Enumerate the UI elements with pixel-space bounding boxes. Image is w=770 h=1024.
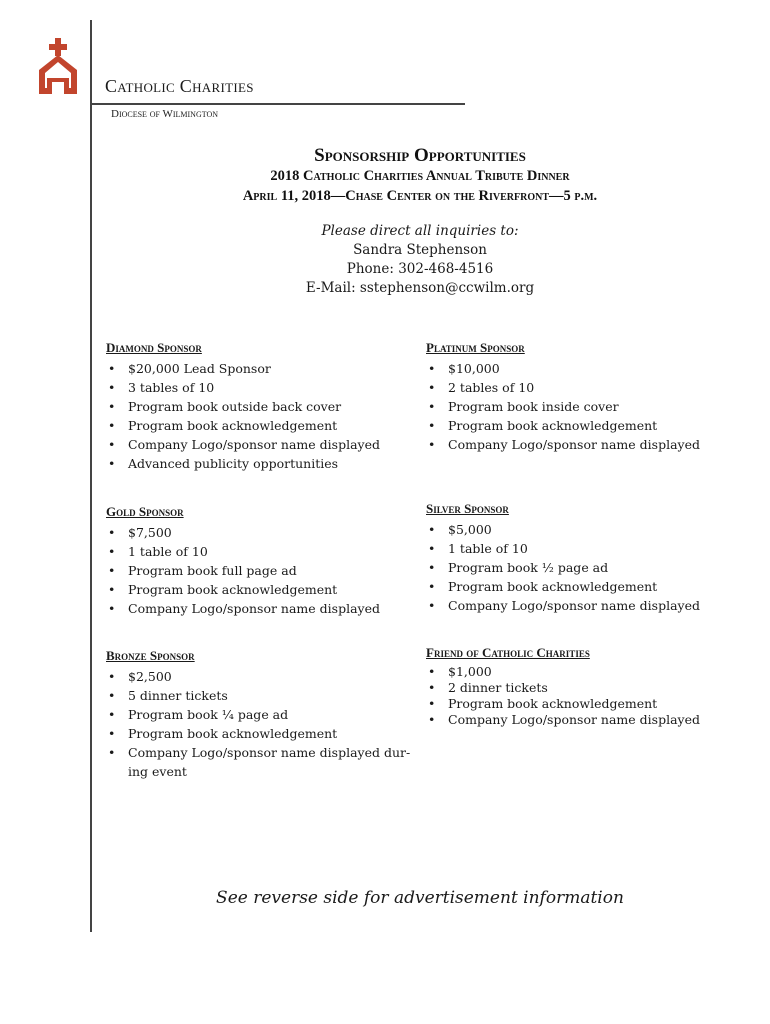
benefit-item: • 5 dinner tickets xyxy=(106,686,410,705)
benefit-item: • Program book acknowledgement xyxy=(426,696,700,712)
benefit-item-continued: ing event xyxy=(128,764,187,779)
benefit-item: • $5,000 xyxy=(426,520,700,539)
benefit-list xyxy=(426,664,700,728)
sponsor-silver xyxy=(426,501,700,615)
footer-note: See reverse side for advertisement information xyxy=(216,888,624,908)
benefit-item: • Company Logo/sponsor name displayed xyxy=(426,712,700,728)
benefit-item: • 3 tables of 10 xyxy=(106,378,380,397)
event-name: 2018 Catholic Charities Annual Tribute Dinner xyxy=(270,168,570,184)
sponsor-diamond xyxy=(106,340,380,473)
benefit-item: • Company Logo/sponsor name displayed xyxy=(106,435,380,454)
sponsor-title: Bronze Sponsor xyxy=(106,648,195,663)
benefit-item: • Company Logo/sponsor name displayed xyxy=(426,435,700,454)
contact-email: E-Mail: sstephenson@ccwilm.org xyxy=(305,280,535,296)
contact-intro: Please direct all inquiries to: xyxy=(321,223,519,239)
benefit-item: • $1,000 xyxy=(426,664,700,680)
benefit-list xyxy=(106,523,380,618)
page-title: Sponsorship Opportunities xyxy=(314,145,526,166)
benefit-item: • 2 dinner tickets xyxy=(426,680,700,696)
benefit-list xyxy=(426,520,700,615)
sponsor-platinum xyxy=(426,340,700,454)
org-name: Catholic Charities xyxy=(105,76,254,96)
benefit-item: • Program book inside cover xyxy=(426,397,700,416)
sponsor-friend xyxy=(426,645,700,728)
org-subtitle: Diocese of Wilmington xyxy=(111,108,219,120)
contact-phone: Phone: 302-468-4516 xyxy=(346,261,494,277)
benefit-item: • Company Logo/sponsor name displayed dur- xyxy=(106,743,410,762)
sponsor-title: Friend of Catholic Charities xyxy=(426,645,590,660)
benefit-item: • Program book acknowledgement xyxy=(426,416,700,435)
benefit-list xyxy=(426,359,700,454)
benefit-item: • Program book ½ page ad xyxy=(426,558,700,577)
benefit-item: • $7,500 xyxy=(106,523,380,542)
event-date-place: April 11, 2018—Chase Center on the Riverfront—5 p.m. xyxy=(242,188,598,204)
benefit-item: • $10,000 xyxy=(426,359,700,378)
sponsor-title: Gold Sponsor xyxy=(106,504,184,519)
benefit-item: • Company Logo/sponsor name displayed xyxy=(426,596,700,615)
benefit-list xyxy=(106,667,410,781)
header-rule xyxy=(90,103,465,105)
benefit-item: • $2,500 xyxy=(106,667,410,686)
benefit-item: • Program book ¼ page ad xyxy=(106,705,410,724)
contact-name: Sandra Stephenson xyxy=(353,242,487,258)
benefit-item: • 1 table of 10 xyxy=(426,539,700,558)
benefit-item: • 1 table of 10 xyxy=(106,542,380,561)
benefit-item: • Program book acknowledgement xyxy=(106,416,380,435)
benefit-item: • Program book acknowledgement xyxy=(106,580,380,599)
benefit-item: • Program book outside back cover xyxy=(106,397,380,416)
church-cross-icon xyxy=(36,38,80,96)
sponsor-gold xyxy=(106,504,380,618)
sponsor-bronze xyxy=(106,648,410,781)
benefit-list xyxy=(106,359,380,473)
benefit-item: • Program book acknowledgement xyxy=(426,577,700,596)
benefit-item: • $20,000 Lead Sponsor xyxy=(106,359,380,378)
benefit-item: • 2 tables of 10 xyxy=(426,378,700,397)
sponsor-title: Silver Sponsor xyxy=(426,501,509,516)
sponsor-title: Diamond Sponsor xyxy=(106,340,202,355)
contact-block xyxy=(90,222,750,298)
benefit-item: • Program book full page ad xyxy=(106,561,380,580)
benefit-item: • Advanced publicity opportunities xyxy=(106,454,380,473)
benefit-item: • Program book acknowledgement xyxy=(106,724,410,743)
sponsor-title: Platinum Sponsor xyxy=(426,340,525,355)
benefit-item: • Company Logo/sponsor name displayed xyxy=(106,599,380,618)
